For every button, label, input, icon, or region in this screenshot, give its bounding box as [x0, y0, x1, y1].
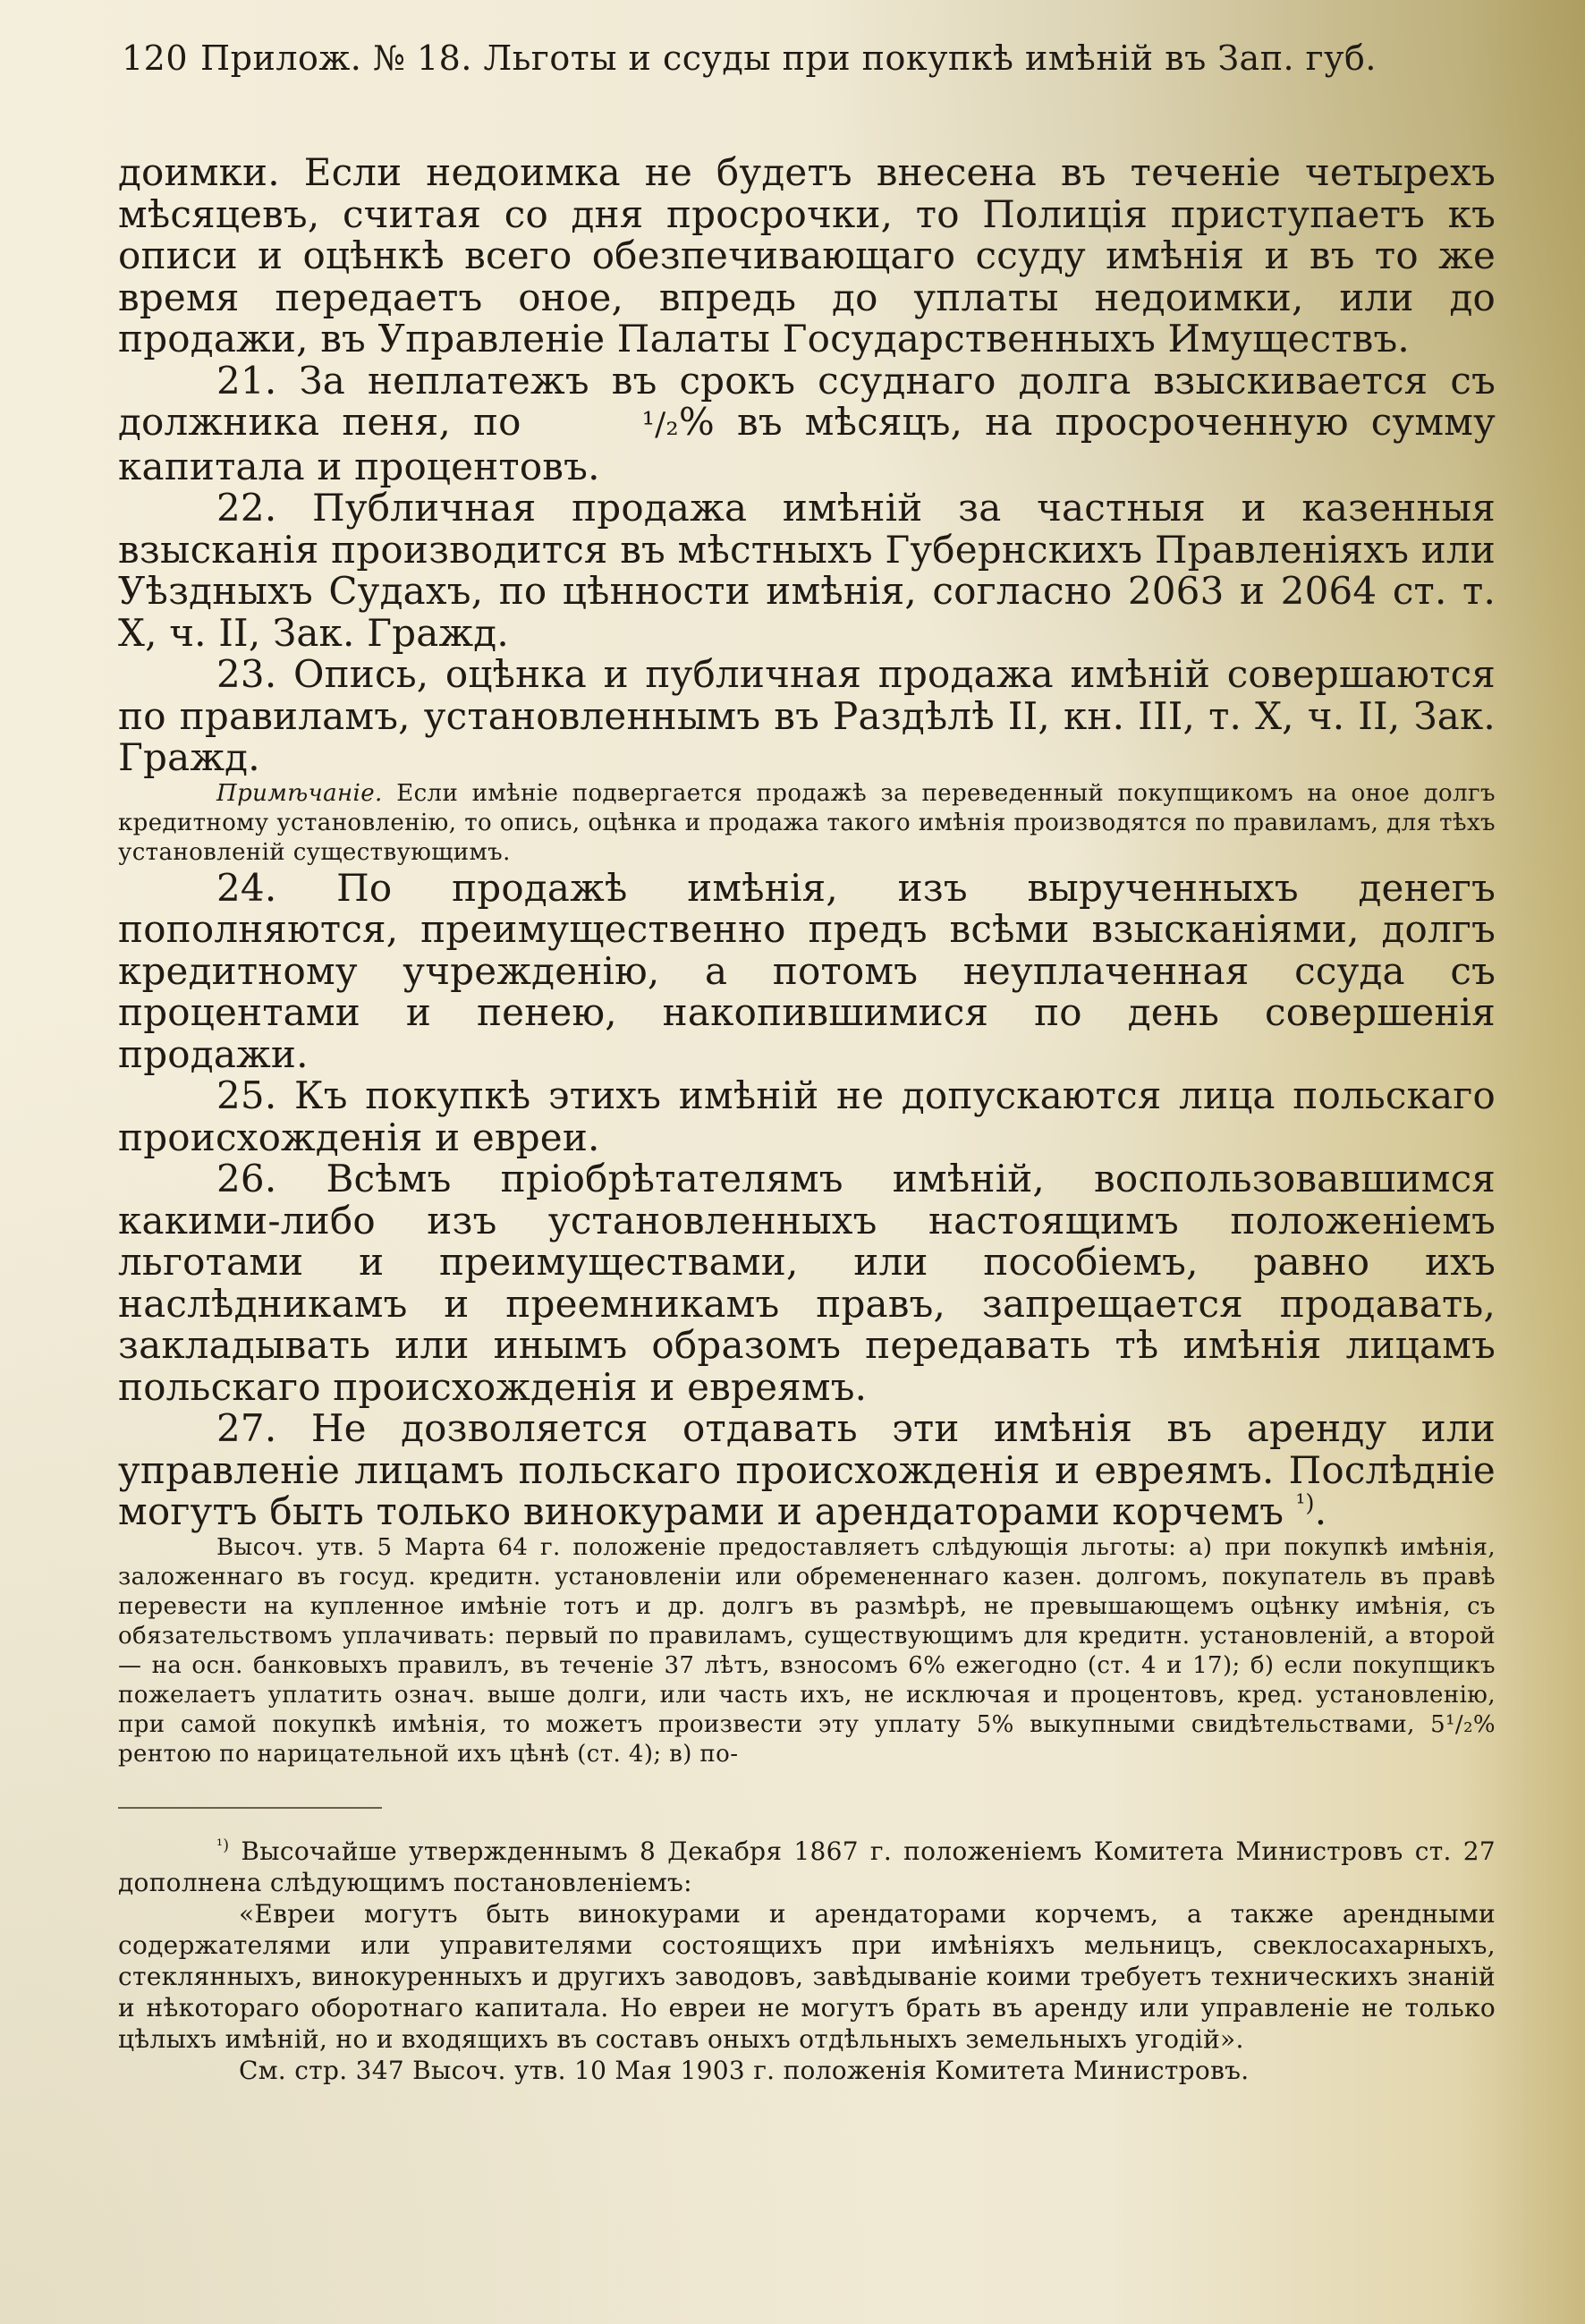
- footnote-separator: [118, 1807, 382, 1809]
- paragraph-24: 24. По продажѣ имѣнія, изъ вырученныхъ денегъ пополняются, преимущественно предъ всѣми взысканіями, долгъ кредитному учрежденію, а потомъ неуплаченная ссуда съ процентами и пенею, накопившимися по день совершенія продажи.: [118, 865, 1496, 1076]
- footnote-1: [118, 1836, 1496, 1898]
- running-title: Прилож. № 18. Льготы и ссуды при покупкѣ имѣній въ Зап. губ.: [200, 38, 1377, 78]
- paragraph-26: 26. Всѣмъ пріобрѣтателямъ имѣній, воспользовавшимся какими-либо изъ установленныхъ настоящимъ положеніемъ льготами и преимуществами, или пособіемъ, равно ихъ наслѣдникамъ и преемникамъ правъ, запрещается продавать, закладывать или инымъ образомъ передавать тѣ имѣнія лицамъ польскаго происхожденія и евреямъ.: [118, 1157, 1496, 1409]
- paragraph-27-text: 27. Не дозволяется отдавать эти имѣнія въ аренду или управленіе лицамъ польскаго происхожденія и евреямъ. Послѣдніе могутъ быть только винокурами и арендаторами корчемъ: [118, 1406, 1496, 1533]
- paragraph-21-fraction: ¹/₂: [641, 406, 679, 443]
- paragraph-21-text-a: 21. За неплатежъ въ срокъ ссуднаго долга взыскивается съ должника пеня, по: [118, 358, 1496, 444]
- paragraph-21-text-b: % въ мѣсяцъ, на просроченную сумму капитала и процентовъ.: [118, 400, 1496, 488]
- small-print-paragraph: Высоч. утв. 5 Марта 64 г. положеніе предоставляетъ слѣдующія льготы: а) при покупкѣ имѣнія, заложеннаго въ госуд. кредитн. установленіи или обремененнаго казен. долгомъ, покупатель въ правѣ перевести на купленное имѣніе тотъ и др. долгъ въ размѣрѣ, не превышающемъ оцѣнку имѣнія, съ обязательствомъ уплачивать: первый по правиламъ, существующимъ для кредитн. установленій, а второй — на осн. банковыхъ правилъ, въ теченіе 37 лѣтъ, взносомъ 6% ежегодно (ст. 4 и 17); б) если покупщикъ пожелаетъ уплатить означ. выше долги, или часть ихъ, не исключая и процентовъ, кред. установленію, при самой покупкѣ имѣнія, то можетъ произвести эту уплату 5% выкупными свидѣтельствами, 5¹/₂% рентою по нарицательной ихъ цѣнѣ (ст. 4); в) по-: [118, 1533, 1496, 1768]
- paragraph-20-continuation: доимки. Если недоимка не будетъ внесена въ теченіе четырехъ мѣсяцевъ, считая со дня просрочки, то Полиція приступаетъ къ описи и оцѣнкѣ всего обезпечивающаго ссуду имѣнія и въ то же время передаетъ оное, впредь до уплаты недоимки, или до продажи, въ Управленіе Палаты Государственныхъ Имуществъ.: [118, 150, 1496, 360]
- paragraph-23: 23. Опись, оцѣнка и публичная продажа имѣній совершаются по правиламъ, установленнымъ въ Раздѣлѣ II, кн. III, т. X, ч. II, Зак. Гражд.: [118, 652, 1496, 779]
- note-paragraph: [118, 779, 1496, 868]
- note-title: Примѣчаніе.: [216, 779, 383, 807]
- page-number: 120: [122, 38, 189, 78]
- footnote-reference: ¹): [1295, 1490, 1315, 1517]
- footnote-quote: «Евреи могутъ быть винокурами и арендаторами корчемъ, а также арендными содержателями или управителями состоящихъ при имѣніяхъ мельницъ, свеклосахарныхъ, стеклянныхъ, винокуренныхъ и другихъ заводовъ, завѣдываніе коими требуетъ техническихъ знаній и нѣкотораго оборотнаго капитала. Но евреи не могутъ брать въ аренду или управленіе не только цѣлыхъ имѣній, но и входящихъ въ составъ оныхъ отдѣльныхъ земельныхъ угодій».: [118, 1898, 1496, 2054]
- paragraph-27-end: .: [1314, 1489, 1327, 1533]
- footnote-1-text: Высочайше утвержденнымъ 8 Декабря 1867 г. положеніемъ Комитета Министровъ ст. 27 дополнена слѣдующимъ постановленіемъ:: [118, 1836, 1496, 1897]
- paragraph-21: [118, 360, 1496, 488]
- paragraph-25: 25. Къ покупкѣ этихъ имѣній не допускаются лица польскаго происхожденія и евреи.: [118, 1073, 1496, 1159]
- main-text: [118, 152, 1496, 2086]
- paragraph-22: 22. Публичная продажа имѣній за частныя и казенныя взысканія производится въ мѣстныхъ Губернскихъ Правленіяхъ или Уѣздныхъ Судахъ, по цѣнности имѣнія, согласно 2063 и 2064 ст. т. X, ч. II, Зак. Гражд.: [118, 486, 1496, 655]
- paragraph-27: [118, 1408, 1496, 1533]
- footnote-see-also: См. стр. 347 Высоч. утв. 10 Мая 1903 г. положенія Комитета Министровъ.: [239, 2055, 1250, 2085]
- footnote-marker: ¹): [216, 1836, 230, 1855]
- running-head: [122, 36, 1472, 81]
- note-text: Если имѣніе подвергается продажѣ за переведенный покупщикомъ на оное долгъ кредитному установленію, то опись, оцѣнка и продажа такого имѣнія производятся по правиламъ, для тѣхъ установленій существующимъ.: [118, 779, 1496, 866]
